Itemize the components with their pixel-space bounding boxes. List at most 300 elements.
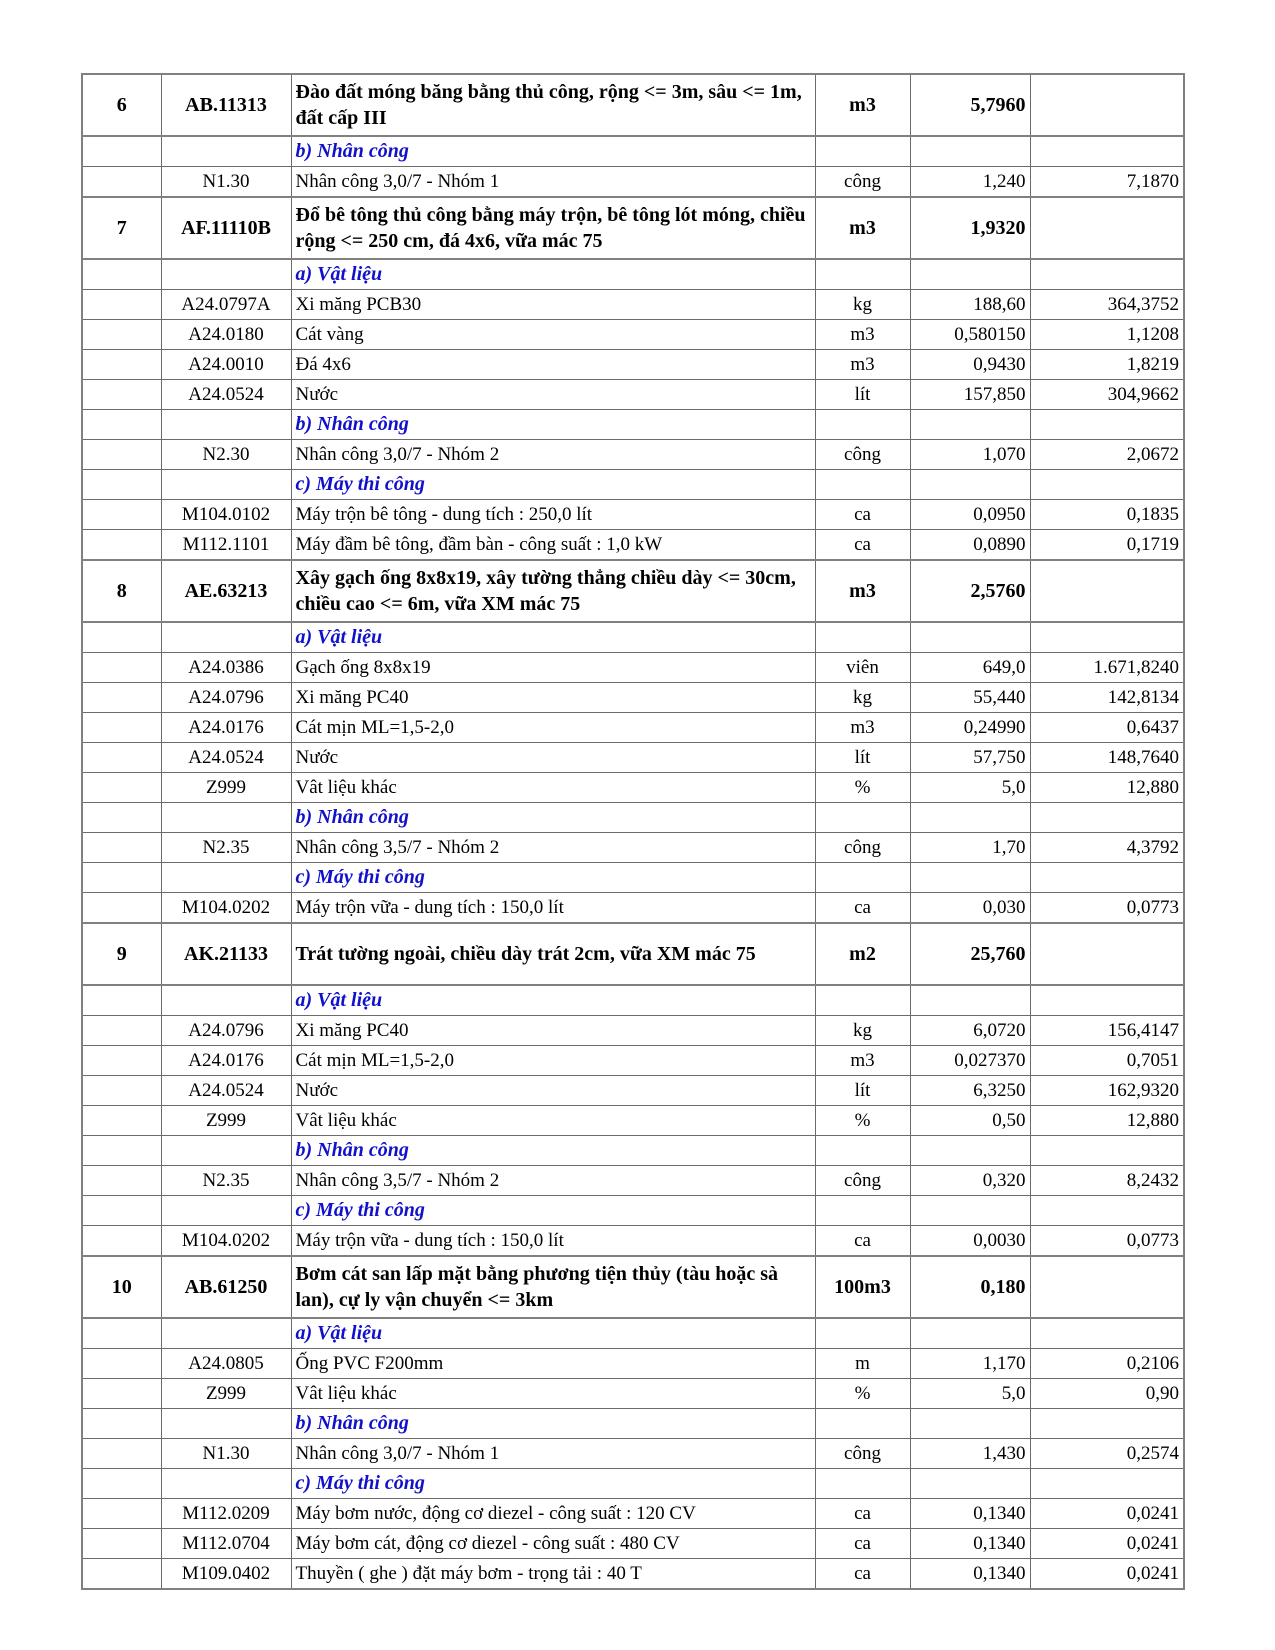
item-row [82,197,1184,259]
section-row [82,863,1184,893]
quantity-cell: 6,0720 [910,1016,1030,1046]
detail-row [82,380,1184,410]
detail-row [82,1046,1184,1076]
unit-cell: ca [815,530,910,561]
unit-cell: công [815,1166,910,1196]
description-cell: c) Máy thi công [291,1469,815,1499]
item-number-cell [82,320,161,350]
description-cell: a) Vật liệu [291,622,815,653]
quantity-cell: 0,0890 [910,530,1030,561]
unit-cell [815,136,910,167]
detail-row [82,1439,1184,1469]
item-number-cell [82,380,161,410]
detail-row [82,1076,1184,1106]
total-cell: 7,1870 [1030,167,1184,198]
unit-cell: viên [815,653,910,683]
quantity-cell [910,410,1030,440]
item-row [82,1256,1184,1318]
code-cell [161,1318,291,1349]
unit-cell: m3 [815,350,910,380]
unit-cell [815,985,910,1016]
item-number-cell: 8 [82,560,161,622]
quantity-cell [910,259,1030,290]
code-cell [161,1469,291,1499]
description-cell: a) Vật liệu [291,985,815,1016]
total-cell: 0,90 [1030,1379,1184,1409]
description-cell: b) Nhân công [291,136,815,167]
item-number-cell [82,530,161,561]
total-cell: 4,3792 [1030,833,1184,863]
code-cell: M104.0202 [161,1226,291,1257]
description-cell: Máy đầm bê tông, đầm bàn - công suất : 1,0 kW [291,530,815,561]
total-cell [1030,197,1184,259]
code-cell: A24.0524 [161,743,291,773]
section-row [82,410,1184,440]
code-cell: A24.0010 [161,350,291,380]
item-number-cell [82,1166,161,1196]
total-cell: 1.671,8240 [1030,653,1184,683]
unit-cell: lít [815,743,910,773]
unit-cell: lít [815,1076,910,1106]
item-row [82,560,1184,622]
quantity-cell [910,985,1030,1016]
code-cell: Z999 [161,773,291,803]
quantity-cell: 5,0 [910,1379,1030,1409]
unit-cell [815,1196,910,1226]
code-cell: AE.63213 [161,560,291,622]
description-cell: Đào đất móng băng bằng thủ công, rộng <= 3m, sâu <= 1m, đất cấp III [291,74,815,136]
item-number-cell [82,1379,161,1409]
description-cell: b) Nhân công [291,410,815,440]
description-cell: Đổ bê tông thủ công bằng máy trộn, bê tông lót móng, chiều rộng <= 250 cm, đá 4x6, vữa mác 75 [291,197,815,259]
unit-cell [815,863,910,893]
item-row [82,74,1184,136]
item-number-cell [82,622,161,653]
quantity-cell: 0,0950 [910,500,1030,530]
item-number-cell [82,713,161,743]
detail-row [82,1499,1184,1529]
code-cell: AB.61250 [161,1256,291,1318]
description-cell: Bơm cát san lấp mặt bằng phương tiện thủy (tàu hoặc sà lan), cự ly vận chuyển <= 3km [291,1256,815,1318]
quantity-cell: 1,9320 [910,197,1030,259]
description-cell: a) Vật liệu [291,1318,815,1349]
item-number-cell [82,1318,161,1349]
item-number-cell [82,743,161,773]
unit-cell: công [815,1439,910,1469]
code-cell: AB.11313 [161,74,291,136]
total-cell: 0,0773 [1030,1226,1184,1257]
item-number-cell: 9 [82,923,161,985]
quantity-cell: 2,5760 [910,560,1030,622]
item-number-cell: 10 [82,1256,161,1318]
quantity-cell: 0,50 [910,1106,1030,1136]
item-number-cell [82,1196,161,1226]
section-row [82,259,1184,290]
unit-cell: % [815,773,910,803]
code-cell [161,410,291,440]
quantity-cell: 1,430 [910,1439,1030,1469]
quantity-cell [910,470,1030,500]
item-number-cell [82,863,161,893]
total-cell: 0,0241 [1030,1529,1184,1559]
total-cell: 364,3752 [1030,290,1184,320]
total-cell: 8,2432 [1030,1166,1184,1196]
code-cell: A24.0176 [161,713,291,743]
section-row [82,1196,1184,1226]
detail-row [82,350,1184,380]
total-cell [1030,1256,1184,1318]
detail-row [82,833,1184,863]
detail-row [82,1166,1184,1196]
unit-cell: m3 [815,320,910,350]
detail-row [82,773,1184,803]
quantity-cell: 6,3250 [910,1076,1030,1106]
unit-cell: công [815,167,910,198]
section-row [82,803,1184,833]
total-cell: 156,4147 [1030,1016,1184,1046]
item-number-cell [82,683,161,713]
description-cell: Nước [291,743,815,773]
quantity-cell: 0,24990 [910,713,1030,743]
description-cell: Nhân công 3,0/7 - Nhóm 2 [291,440,815,470]
detail-row [82,893,1184,924]
detail-row [82,1529,1184,1559]
unit-cell: m3 [815,713,910,743]
code-cell: AF.11110B [161,197,291,259]
unit-cell: kg [815,290,910,320]
quantity-cell: 1,240 [910,167,1030,198]
item-number-cell [82,470,161,500]
description-cell: c) Máy thi công [291,863,815,893]
total-cell: 162,9320 [1030,1076,1184,1106]
quantity-cell [910,136,1030,167]
total-cell [1030,259,1184,290]
description-cell: Đá 4x6 [291,350,815,380]
unit-cell: 100m3 [815,1256,910,1318]
item-number-cell [82,1409,161,1439]
code-cell: A24.0805 [161,1349,291,1379]
description-cell: c) Máy thi công [291,1196,815,1226]
code-cell: Z999 [161,1379,291,1409]
item-number-cell [82,1349,161,1379]
code-cell [161,1196,291,1226]
description-cell: Vât liệu khác [291,1379,815,1409]
section-row [82,1136,1184,1166]
total-cell [1030,1469,1184,1499]
quantity-cell: 0,030 [910,893,1030,924]
code-cell [161,259,291,290]
code-cell: A24.0796 [161,1016,291,1046]
item-number-cell [82,410,161,440]
item-number-cell [82,803,161,833]
code-cell: AK.21133 [161,923,291,985]
quantity-cell: 0,180 [910,1256,1030,1318]
code-cell [161,136,291,167]
total-cell: 1,1208 [1030,320,1184,350]
total-cell [1030,74,1184,136]
code-cell: M112.1101 [161,530,291,561]
unit-cell: % [815,1379,910,1409]
total-cell: 0,2106 [1030,1349,1184,1379]
unit-cell: m [815,1349,910,1379]
detail-row [82,167,1184,198]
unit-cell [815,1409,910,1439]
quantity-cell: 188,60 [910,290,1030,320]
item-number-cell [82,1226,161,1257]
description-cell: Máy bơm nước, động cơ diezel - công suất : 120 CV [291,1499,815,1529]
description-cell: Cát mịn ML=1,5-2,0 [291,1046,815,1076]
description-cell: Vât liệu khác [291,773,815,803]
section-row [82,622,1184,653]
total-cell [1030,985,1184,1016]
total-cell: 0,2574 [1030,1439,1184,1469]
unit-cell: công [815,833,910,863]
total-cell: 142,8134 [1030,683,1184,713]
unit-cell: ca [815,1529,910,1559]
item-number-cell [82,500,161,530]
quantity-cell [910,1409,1030,1439]
detail-row [82,530,1184,561]
code-cell [161,622,291,653]
description-cell: Ống PVC F200mm [291,1349,815,1379]
quantity-cell: 0,1340 [910,1529,1030,1559]
detail-row [82,500,1184,530]
description-cell: Nhân công 3,0/7 - Nhóm 1 [291,167,815,198]
total-cell [1030,1409,1184,1439]
item-number-cell [82,1469,161,1499]
description-cell: Xi măng PC40 [291,683,815,713]
unit-cell: lít [815,380,910,410]
description-cell: Vât liệu khác [291,1106,815,1136]
code-cell: N2.35 [161,1166,291,1196]
quantity-cell: 649,0 [910,653,1030,683]
total-cell [1030,470,1184,500]
description-cell: Thuyền ( ghe ) đặt máy bơm - trọng tải : 40 T [291,1559,815,1590]
section-row [82,136,1184,167]
quantity-cell: 1,070 [910,440,1030,470]
unit-cell: kg [815,683,910,713]
description-cell: Máy trộn bê tông - dung tích : 250,0 lít [291,500,815,530]
item-number-cell [82,1136,161,1166]
unit-cell [815,622,910,653]
unit-cell: kg [815,1016,910,1046]
quantity-cell [910,1196,1030,1226]
detail-row [82,320,1184,350]
total-cell: 0,0241 [1030,1499,1184,1529]
quantity-cell: 0,320 [910,1166,1030,1196]
detail-row [82,1559,1184,1590]
code-cell: M112.0704 [161,1529,291,1559]
unit-cell: m3 [815,197,910,259]
section-row [82,470,1184,500]
total-cell [1030,136,1184,167]
code-cell: N2.30 [161,440,291,470]
unit-cell: công [815,440,910,470]
description-cell: Nhân công 3,5/7 - Nhóm 2 [291,1166,815,1196]
code-cell: N1.30 [161,167,291,198]
quantity-cell: 1,170 [910,1349,1030,1379]
quantity-cell: 57,750 [910,743,1030,773]
description-cell: Cát mịn ML=1,5-2,0 [291,713,815,743]
code-cell [161,863,291,893]
detail-row [82,1106,1184,1136]
detail-row [82,743,1184,773]
item-number-cell: 6 [82,74,161,136]
quantity-cell: 0,1340 [910,1559,1030,1590]
quantity-cell: 0,9430 [910,350,1030,380]
quantity-cell: 25,760 [910,923,1030,985]
total-cell: 148,7640 [1030,743,1184,773]
description-cell: Trát tường ngoài, chiều dày trát 2cm, vữa XM mác 75 [291,923,815,985]
total-cell [1030,1196,1184,1226]
unit-cell [815,410,910,440]
code-cell: A24.0797A [161,290,291,320]
section-row [82,1469,1184,1499]
quantity-cell [910,1136,1030,1166]
unit-cell [815,259,910,290]
item-row [82,923,1184,985]
description-cell: b) Nhân công [291,803,815,833]
total-cell [1030,863,1184,893]
quantity-cell: 157,850 [910,380,1030,410]
unit-cell [815,1318,910,1349]
item-number-cell [82,653,161,683]
total-cell: 2,0672 [1030,440,1184,470]
item-number-cell [82,1016,161,1046]
total-cell [1030,1136,1184,1166]
detail-row [82,1016,1184,1046]
total-cell [1030,803,1184,833]
code-cell: Z999 [161,1106,291,1136]
item-number-cell [82,259,161,290]
description-cell: Nhân công 3,0/7 - Nhóm 1 [291,1439,815,1469]
total-cell: 304,9662 [1030,380,1184,410]
item-number-cell [82,167,161,198]
item-number-cell [82,1529,161,1559]
quantity-cell: 5,7960 [910,74,1030,136]
code-cell [161,1409,291,1439]
item-number-cell [82,136,161,167]
item-number-cell [82,1106,161,1136]
description-cell: b) Nhân công [291,1136,815,1166]
item-number-cell [82,350,161,380]
detail-row [82,713,1184,743]
item-number-cell [82,833,161,863]
quantity-cell: 0,0030 [910,1226,1030,1257]
total-cell [1030,923,1184,985]
quantity-cell [910,803,1030,833]
section-row [82,1409,1184,1439]
total-cell: 0,1719 [1030,530,1184,561]
code-cell [161,803,291,833]
quantity-cell: 0,1340 [910,1499,1030,1529]
total-cell: 0,1835 [1030,500,1184,530]
total-cell: 0,7051 [1030,1046,1184,1076]
item-number-cell [82,1046,161,1076]
section-row [82,985,1184,1016]
description-cell: Máy bơm cát, động cơ diezel - công suất : 480 CV [291,1529,815,1559]
unit-cell: m3 [815,1046,910,1076]
unit-cell: m3 [815,560,910,622]
detail-row [82,683,1184,713]
code-cell: A24.0386 [161,653,291,683]
unit-cell [815,1136,910,1166]
description-cell: Nhân công 3,5/7 - Nhóm 2 [291,833,815,863]
unit-cell: ca [815,1559,910,1590]
unit-cell [815,1469,910,1499]
code-cell: A24.0524 [161,1076,291,1106]
total-cell: 12,880 [1030,773,1184,803]
item-number-cell [82,290,161,320]
quantity-cell [910,863,1030,893]
cost-norm-table-body [82,74,1184,1589]
description-cell: Máy trộn vữa - dung tích : 150,0 lít [291,893,815,924]
quantity-cell: 55,440 [910,683,1030,713]
unit-cell: m2 [815,923,910,985]
item-number-cell [82,773,161,803]
quantity-cell: 0,027370 [910,1046,1030,1076]
detail-row [82,1379,1184,1409]
description-cell: c) Máy thi công [291,470,815,500]
item-number-cell [82,985,161,1016]
quantity-cell [910,622,1030,653]
item-number-cell: 7 [82,197,161,259]
total-cell [1030,622,1184,653]
item-number-cell [82,1499,161,1529]
quantity-cell: 0,580150 [910,320,1030,350]
code-cell: A24.0180 [161,320,291,350]
description-cell: Cát vàng [291,320,815,350]
item-number-cell [82,893,161,924]
item-number-cell [82,1439,161,1469]
total-cell [1030,410,1184,440]
code-cell: A24.0176 [161,1046,291,1076]
quantity-cell: 1,70 [910,833,1030,863]
description-cell: Xây gạch ống 8x8x19, xây tường thẳng chiều dày <= 30cm, chiều cao <= 6m, vữa XM mác 75 [291,560,815,622]
total-cell: 1,8219 [1030,350,1184,380]
code-cell [161,1136,291,1166]
code-cell: M104.0202 [161,893,291,924]
unit-cell: ca [815,1499,910,1529]
code-cell: N2.35 [161,833,291,863]
unit-cell: ca [815,893,910,924]
unit-cell [815,803,910,833]
total-cell: 0,0241 [1030,1559,1184,1590]
code-cell: N1.30 [161,1439,291,1469]
total-cell: 0,6437 [1030,713,1184,743]
cost-norm-table [81,73,1185,1590]
section-row [82,1318,1184,1349]
code-cell [161,985,291,1016]
detail-row [82,290,1184,320]
unit-cell: m3 [815,74,910,136]
code-cell [161,470,291,500]
total-cell [1030,1318,1184,1349]
description-cell: Xi măng PCB30 [291,290,815,320]
detail-row [82,1226,1184,1257]
code-cell: M109.0402 [161,1559,291,1590]
total-cell [1030,560,1184,622]
detail-row [82,1349,1184,1379]
total-cell: 0,0773 [1030,893,1184,924]
quantity-cell: 5,0 [910,773,1030,803]
unit-cell: ca [815,1226,910,1257]
unit-cell: ca [815,500,910,530]
description-cell: Nước [291,380,815,410]
description-cell: a) Vật liệu [291,259,815,290]
item-number-cell [82,1559,161,1590]
code-cell: A24.0524 [161,380,291,410]
